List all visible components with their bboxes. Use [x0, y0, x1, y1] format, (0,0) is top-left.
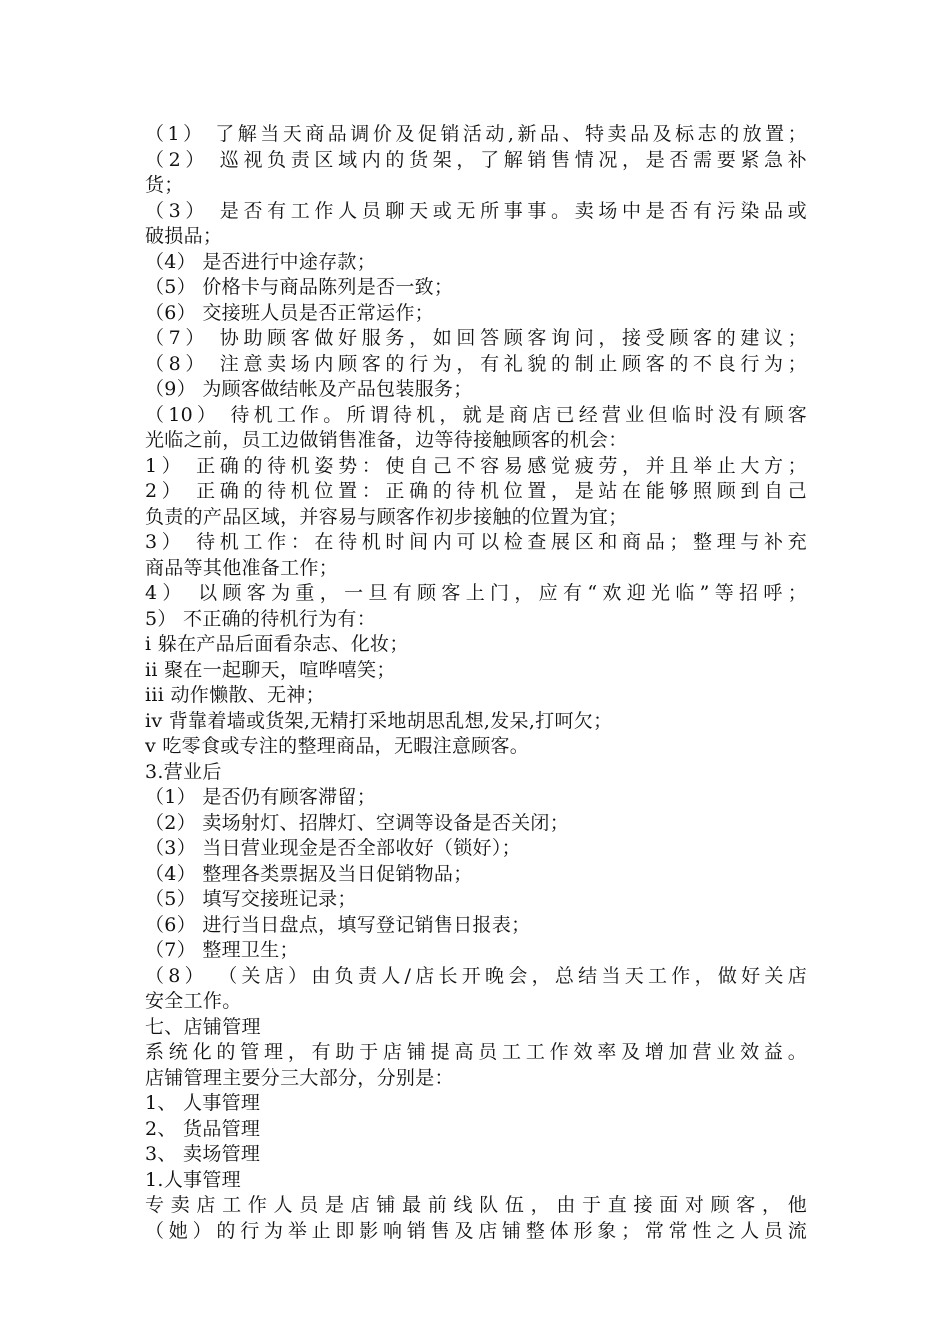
text-line: iv 背靠着墙或货架,无精打采地胡思乱想,发呆,打呵欠； [145, 709, 613, 732]
text-line: （7） 整理卫生； [145, 939, 299, 961]
text-line: 1） 正确的待机姿势：使自己不容易感觉疲劳，并且举止大方； [145, 454, 807, 477]
text-line: 4） 以顾客为重，一旦有顾客上门，应有“欢迎光临”等招呼； [145, 582, 807, 604]
text-line: 店铺管理主要分三大部分，分别是： [145, 1066, 454, 1089]
text-line: 1、 人事管理 [145, 1092, 261, 1114]
text-line: （6） 进行当日盘点，填写登记销售日报表； [145, 913, 531, 936]
text-line: （6） 交接班人员是否正常运作； [145, 301, 434, 324]
text-line: v 吃零食或专注的整理商品，无暇注意顾客。 [145, 735, 530, 757]
text-line: 负责的产品区域，并容易与顾客作初步接触的位置为宜； [145, 505, 628, 528]
text-line: 系统化的管理，有助于店铺提高员工工作效率及增加营业效益。 [145, 1041, 807, 1063]
text-line: ii 聚在一起聊天，喧哗嘻笑； [145, 658, 396, 681]
text-line: i 躲在产品后面看杂志、化妆； [145, 633, 409, 655]
text-line: 3.营业后 [145, 760, 222, 783]
text-line: （她）的行为举止即影响销售及店铺整体形象；常常性之人员流 [145, 1219, 807, 1242]
text-line: 3、 卖场管理 [145, 1143, 261, 1165]
text-line: （5） 填写交接班记录； [145, 888, 357, 910]
text-line: 光临之前，员工边做销售准备，边等待接触顾客的机会： [145, 429, 628, 451]
text-line: 2、 货品管理 [145, 1117, 261, 1140]
text-line: 安全工作。 [145, 990, 242, 1012]
text-line: （3） 当日营业现金是否全部收好（锁好）； [145, 837, 521, 859]
text-line: （3） 是否有工作人员聊天或无所事事。卖场中是否有污染品或 [145, 199, 807, 222]
text-line: 七、店铺管理 [145, 1015, 261, 1038]
text-line: （10） 待机工作。所谓待机，就是商店已经营业但临时没有顾客 [145, 403, 807, 426]
text-line: （1） 了解当天商品调价及促销活动,新品、特卖品及标志的放置； [145, 123, 807, 145]
text-line: （1） 是否仍有顾客滞留； [145, 786, 377, 808]
text-line: 3） 待机工作：在待机时间内可以检查展区和商品；整理与补充 [145, 531, 807, 553]
text-line: iii 动作懒散、无神； [145, 684, 325, 706]
text-line: （8） （关店）由负责人/店长开晚会，总结当天工作，做好关店 [145, 964, 807, 987]
text-line: 专卖店工作人员是店铺最前线队伍，由于直接面对顾客，他 [145, 1194, 807, 1216]
text-line: 商品等其他准备工作； [145, 556, 339, 579]
text-line: （2） 巡视负责区域内的货架，了解销售情况，是否需要紧急补 [145, 148, 807, 171]
text-line: 1.人事管理 [145, 1168, 241, 1191]
text-line: （4） 是否进行中途存款； [145, 250, 377, 273]
text-line: （7） 协助顾客做好服务，如回答顾客询问，接受顾客的建议； [145, 327, 807, 349]
text-line: 2） 正确的待机位置：正确的待机位置，是站在能够照顾到自己 [145, 480, 807, 502]
text-line: 货； [145, 174, 184, 196]
text-line: （2） 卖场射灯、招牌灯、空调等设备是否关闭； [145, 811, 570, 834]
text-line: （5） 价格卡与商品陈列是否一致； [145, 276, 454, 298]
text-line: 5） 不正确的待机行为有： [145, 607, 377, 630]
document-body [145, 122, 807, 1244]
text-line: （8） 注意卖场内顾客的行为，有礼貌的制止顾客的不良行为； [145, 352, 807, 375]
text-line: 破损品； [145, 225, 223, 247]
text-line: （9） 为顾客做结帐及产品包装服务； [145, 378, 473, 400]
text-line: （4） 整理各类票据及当日促销物品； [145, 862, 473, 885]
